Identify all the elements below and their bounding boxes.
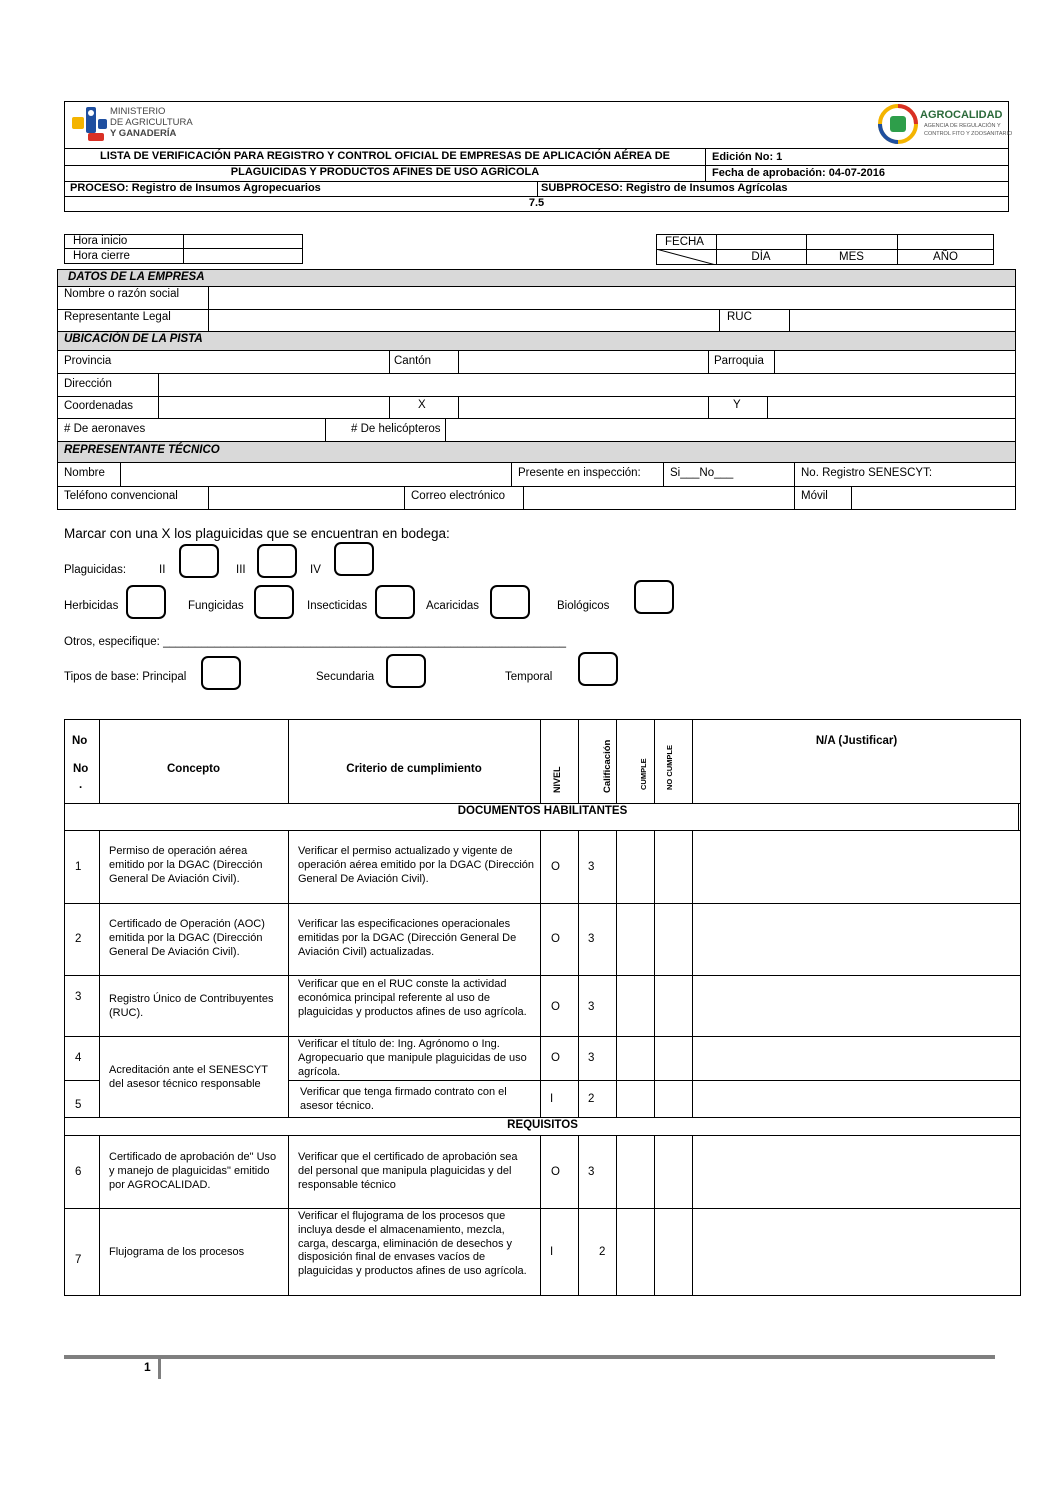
row-5-not-meets-cell[interactable]: [655, 1081, 691, 1116]
senescyt-label: No. Registro SENESCYT:: [801, 467, 933, 479]
x-label: X: [418, 399, 426, 411]
parish-label: Parroquia: [714, 355, 764, 367]
y-label: Y: [733, 399, 741, 411]
row-3-level: O: [551, 1001, 560, 1013]
row-4-criteria: Verificar el título de: Ing. Agrónomo o Ing. Agropecuario que manipule plaguicidas de uso agrícola.: [298, 1038, 527, 1078]
row-3-meets-cell[interactable]: [617, 976, 653, 1035]
row-4-meets-cell[interactable]: [617, 1037, 653, 1079]
edition-number: Edición No: 1: [712, 151, 783, 163]
document-code: 7.5: [528, 197, 545, 209]
row-3-not-meets-cell[interactable]: [655, 976, 691, 1035]
row-7-not-meets-cell[interactable]: [655, 1209, 691, 1295]
row-3-criteria: Verificar que en el RUC conste la actividad económica principal referente al uso de plaguicidas y productos afines de uso agrícola.: [298, 978, 527, 1018]
footer-separator: [158, 1359, 161, 1379]
header-level: NIVEL: [552, 766, 562, 793]
subprocess-label: SUBPROCESO: Registro de Insumos Agrícolas: [541, 182, 788, 194]
end-time-label: Hora cierre: [73, 250, 130, 262]
row-3-number: 3: [75, 991, 82, 1003]
section-enabling-documents: DOCUMENTOS HABILITANTES: [457, 805, 628, 817]
row-3-concept: Registro Único de Contribuyentes (RUC).: [109, 993, 274, 1019]
pesticides-label: Plaguicidas:: [64, 564, 127, 576]
header-no-dot: .: [79, 779, 83, 791]
agency-sub-1: AGENCIA DE REGULACIÓN Y: [924, 123, 1001, 129]
others-specify[interactable]: Otros, especifique: _______________________________________________________________: [64, 636, 567, 648]
row-6-concept: Certificado de aprobación de" Uso y manejo de plaguicidas" emitido por AGROCALIDAD.: [109, 1151, 277, 1191]
footer-rule: [64, 1355, 995, 1359]
row-3-score: 3: [588, 1001, 595, 1013]
date-label: FECHA: [665, 236, 704, 248]
row-2-na-cell[interactable]: [693, 904, 1020, 974]
row-4-not-meets-cell[interactable]: [655, 1037, 691, 1079]
process-label: PROCESO: Registro de Insumos Agropecuarios: [70, 182, 321, 194]
present-label: Presente en inspección:: [518, 467, 641, 479]
row-3-na-cell[interactable]: [693, 976, 1020, 1035]
mobile-label: Móvil: [801, 490, 828, 502]
page-number: 1: [144, 1360, 151, 1374]
row-2-criteria: Verificar las especificaciones operacionales emitidas por la DGAC (Dirección General De Aviación Civil) actualizadas.: [298, 918, 517, 958]
canton-label: Cantón: [394, 355, 432, 367]
row-1-not-meets-cell[interactable]: [655, 831, 691, 902]
aircraft-label: # De aeronaves: [64, 423, 146, 435]
row-4-number: 4: [75, 1052, 82, 1064]
phone-label: Teléfono convencional: [64, 490, 178, 502]
header-no-1: No: [72, 735, 88, 747]
company-name-label: Nombre o razón social: [64, 288, 180, 300]
ministry-line-3: Y GANADERÍA: [110, 128, 177, 139]
year-label: AÑO: [933, 251, 958, 263]
fungicides-label: Fungicidas: [188, 600, 244, 612]
header-score: Calificación: [602, 739, 613, 793]
row-7-meets-cell[interactable]: [617, 1209, 653, 1295]
header-concept: Concepto: [166, 763, 221, 775]
row-6-not-meets-cell[interactable]: [655, 1136, 691, 1207]
row-7-concept: Flujograma de los procesos: [109, 1246, 245, 1258]
company-section-title: DATOS DE LA EMPRESA: [68, 271, 205, 283]
row-1-criteria: Verificar el permiso actualizado y vigente de operación aérea emitido por la DGAC (Dirección General De Aviación Civil).: [298, 845, 534, 885]
location-section-title: UBICACIÓN DE LA PISTA: [64, 333, 203, 345]
document-title-line-1: LISTA DE VERIFICACIÓN PARA REGISTRO Y CONTROL OFICIAL DE EMPRESAS DE APLICACIÓN AÉREA DE: [99, 150, 670, 162]
section-requirements: REQUISITOS: [507, 1119, 578, 1131]
header-na-justify: N/A (Justificar): [815, 735, 898, 747]
header-meets: CUMPLE: [639, 758, 648, 790]
coordinates-label: Coordenadas: [64, 400, 134, 412]
row-1-concept: Permiso de operación aérea emitido por la DGAC (Dirección General De Aviación Civil).: [109, 845, 263, 885]
tech-section-title: REPRESENTANTE TÉCNICO: [64, 444, 220, 456]
row-4-concept: Acreditación ante el SENESCYT del asesor técnico responsable: [109, 1064, 268, 1090]
document-title-line-2: PLAGUICIDAS Y PRODUCTOS AFINES DE USO AGRÍCOLA: [230, 166, 540, 178]
header-no-2: No: [73, 763, 89, 775]
pesticides-instruction: Marcar con una X los plaguicidas que se encuentran en bodega:: [64, 526, 450, 541]
province-label: Provincia: [64, 355, 112, 367]
row-5-na-cell[interactable]: [693, 1081, 1020, 1116]
row-5-meets-cell[interactable]: [617, 1081, 653, 1116]
category-ii-label: II: [159, 564, 166, 576]
row-2-concept: Certificado de Operación (AOC) emitida por la DGAC (Dirección General De Aviación Civil).: [109, 918, 265, 958]
row-2-number: 2: [75, 933, 82, 945]
start-time-label: Hora inicio: [73, 235, 128, 247]
row-7-number: 7: [75, 1254, 82, 1266]
header-not-meets: NO CUMPLE: [665, 745, 674, 790]
email-label: Correo electrónico: [411, 490, 505, 502]
row-5-criteria: Verificar que tenga firmado contrato con el asesor técnico.: [300, 1086, 507, 1112]
row-2-meets-cell[interactable]: [617, 904, 653, 974]
category-iii-label: III: [236, 564, 246, 576]
row-1-level: O: [551, 861, 560, 873]
row-1-number: 1: [75, 861, 82, 873]
base-types-label: Tipos de base: Principal: [64, 671, 187, 683]
row-5-score: 2: [588, 1093, 595, 1105]
row-4-score: 3: [588, 1052, 595, 1064]
row-6-criteria: Verificar que el certificado de aprobación sea del personal que manipula plaguicidas y del responsable técnico: [298, 1151, 518, 1191]
agency-sub-2: CONTROL FITO Y ZOOSANITARIO: [924, 131, 1013, 137]
row-2-score: 3: [588, 933, 595, 945]
row-6-level: O: [551, 1166, 560, 1178]
biologicals-label: Biológicos: [557, 600, 610, 612]
row-6-score: 3: [588, 1166, 595, 1178]
header-criteria: Criterio de cumplimiento: [346, 763, 482, 775]
present-yes-no[interactable]: Si___No___: [670, 467, 734, 479]
row-2-not-meets-cell[interactable]: [655, 904, 691, 974]
temporary-base-label: Temporal: [505, 671, 553, 683]
helicopters-label: # De helicópteros: [351, 423, 441, 435]
day-label: DÍA: [751, 251, 771, 263]
row-6-meets-cell[interactable]: [617, 1136, 653, 1207]
row-5-number: 5: [75, 1099, 82, 1111]
row-2-level: O: [551, 933, 560, 945]
row-4-na-cell[interactable]: [693, 1037, 1020, 1079]
row-5-level: I: [550, 1093, 554, 1105]
insecticides-label: Insecticidas: [307, 600, 368, 612]
month-label: MES: [839, 251, 864, 263]
row-1-na-cell[interactable]: [693, 831, 1020, 902]
herbicides-label: Herbicidas: [64, 600, 119, 612]
ministry-line-2: DE AGRICULTURA: [110, 117, 193, 128]
row-7-na-cell[interactable]: [693, 1209, 1020, 1295]
secondary-base-label: Secundaria: [316, 671, 375, 683]
row-6-na-cell[interactable]: [693, 1136, 1020, 1207]
category-iv-label: IV: [310, 564, 321, 576]
row-1-meets-cell[interactable]: [617, 831, 653, 902]
row-7-level: I: [550, 1246, 554, 1258]
row-4-level: O: [551, 1052, 560, 1064]
tech-name-label: Nombre: [64, 467, 105, 479]
ministry-line-1: MINISTERIO: [110, 106, 166, 117]
approval-date: Fecha de aprobación: 04-07-2016: [712, 167, 886, 179]
row-7-score: 2: [599, 1246, 606, 1258]
ruc-label: RUC: [727, 311, 752, 323]
row-7-criteria: Verificar el flujograma de los procesos que incluya desde el almacenamiento, mezcla, carga, descarga, eliminación de desechos y disposición final de envases vacíos de plaguicidas y productos afines de uso agrícola.: [298, 1210, 527, 1277]
legal-rep-label: Representante Legal: [64, 311, 171, 323]
row-6-number: 6: [75, 1166, 82, 1178]
acaricides-label: Acaricidas: [426, 600, 480, 612]
row-1-score: 3: [588, 861, 595, 873]
address-label: Dirección: [64, 378, 112, 390]
agency-name: AGROCALIDAD: [920, 109, 1003, 121]
